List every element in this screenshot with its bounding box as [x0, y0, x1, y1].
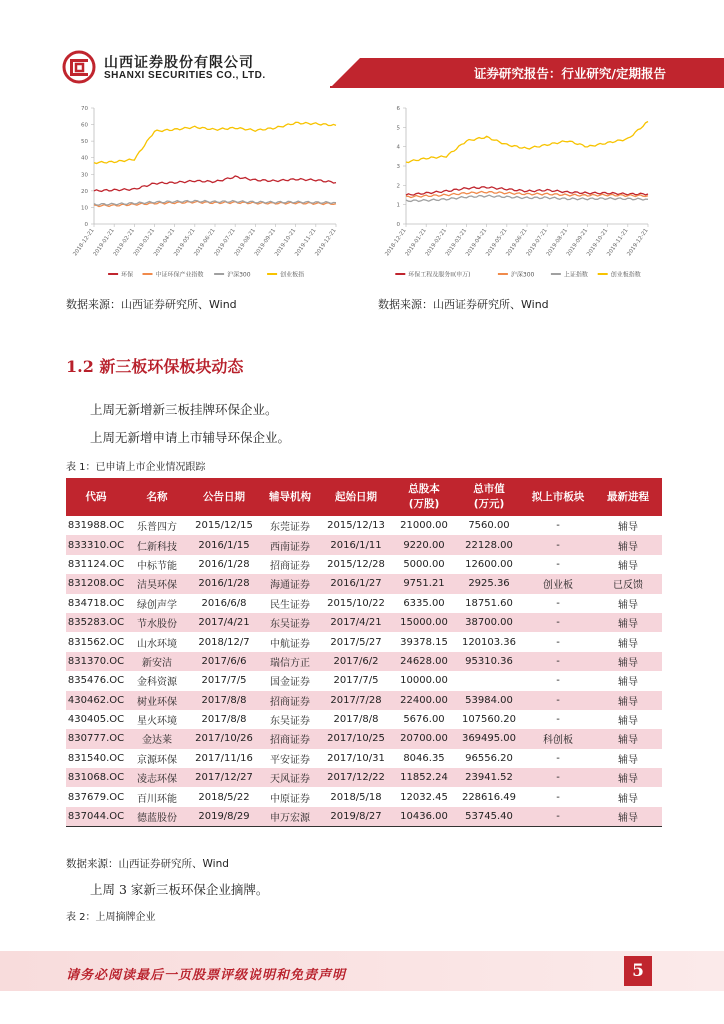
report-title: 证券研究报告：行业研究/定期报告: [473, 66, 666, 81]
x-tick-label: 2019-08-21: [545, 227, 569, 258]
table-cell: 仁新科技: [126, 535, 188, 554]
y-tick-label: 20: [81, 188, 88, 195]
table-cell: 节水股份: [126, 613, 188, 632]
x-tick-label: 2019-12-21: [626, 227, 650, 258]
table-cell: 东莞证券: [260, 516, 320, 535]
legend-label: 创业板指: [280, 271, 305, 279]
table-cell: 430462.OC: [66, 691, 126, 710]
legend-label: 上证指数: [563, 271, 588, 279]
chart-left: [66, 96, 348, 288]
table-cell: 中航证券: [260, 632, 320, 651]
table-cell: 831124.OC: [66, 555, 126, 574]
table-cell: 12600.00: [456, 555, 522, 574]
table-cell: -: [522, 768, 594, 787]
table-cell: 2017/4/21: [188, 613, 260, 632]
y-tick-label: 30: [81, 172, 88, 179]
table-cell: 已反馈: [594, 574, 662, 593]
table-1-source: 数据来源：山西证券研究所、Wind: [66, 858, 229, 870]
table-cell: -: [522, 535, 594, 554]
x-tick-label: 2019-10-21: [586, 227, 610, 258]
x-tick-label: 2019-01-21: [92, 227, 116, 258]
table-1: [66, 478, 662, 827]
table-cell: 2018/12/7: [188, 632, 260, 651]
table-cell: 辅导: [594, 729, 662, 748]
x-tick-label: 2019-06-21: [505, 227, 529, 258]
legend-label: 中证环保产业指数: [155, 271, 204, 279]
table-row: [66, 710, 662, 729]
table-cell: 18751.60: [456, 594, 522, 613]
x-tick-label: 2019-03-21: [132, 227, 157, 258]
table-cell: 2017/6/6: [188, 652, 260, 671]
y-tick-label: 50: [81, 139, 88, 146]
table-cell: 辅导: [594, 807, 662, 827]
table-cell: 民生证券: [260, 594, 320, 613]
table-cell: 科创板: [522, 729, 594, 748]
table-cell: 833310.OC: [66, 535, 126, 554]
x-tick-label: 2019-01-21: [404, 227, 428, 258]
table-1-caption: 表 1：已申请上市企业情况跟踪: [66, 462, 206, 473]
footer-disclaimer: 请务必阅读最后一页股票评级说明和免责声明: [66, 968, 347, 983]
x-tick-label: 2019-08-21: [233, 227, 257, 258]
chart-right-source: 数据来源：山西证券研究所、Wind: [378, 298, 549, 311]
table-cell: 9751.21: [392, 574, 456, 593]
table-cell: -: [522, 516, 594, 535]
table-cell: 2017/12/27: [188, 768, 260, 787]
table-row: [66, 807, 662, 827]
legend-label: 环保: [121, 271, 134, 279]
table-cell: 天风证券: [260, 768, 320, 787]
x-tick-label: 2019-09-21: [565, 227, 590, 258]
table-cell: 招商证券: [260, 555, 320, 574]
table-cell: 创业板: [522, 574, 594, 593]
table-row: [66, 613, 662, 632]
table-cell: 凌志环保: [126, 768, 188, 787]
table-cell: 2017/10/25: [320, 729, 392, 748]
table-cell: 2019/8/27: [320, 807, 392, 827]
table-cell: -: [522, 613, 594, 632]
table-cell: 2015/12/13: [320, 516, 392, 535]
table-cell: 海通证券: [260, 574, 320, 593]
table-cell: 2017/11/16: [188, 749, 260, 768]
table-cell: 830777.OC: [66, 729, 126, 748]
table-cell: 22128.00: [456, 535, 522, 554]
table-cell: 2017/10/31: [320, 749, 392, 768]
table-cell: 2016/1/27: [320, 574, 392, 593]
table-cell: 2017/8/8: [320, 710, 392, 729]
table-cell: [456, 671, 522, 690]
y-tick-label: 0: [396, 222, 400, 228]
table-cell: 辅导: [594, 516, 662, 535]
table-cell: 辅导: [594, 768, 662, 787]
x-tick-label: 2019-10-21: [274, 227, 298, 258]
table-cell: 德蓝股份: [126, 807, 188, 827]
table-cell: 5000.00: [392, 555, 456, 574]
y-tick-label: 3: [396, 164, 400, 170]
table-cell: 15000.00: [392, 613, 456, 632]
table-cell: 2017/8/8: [188, 710, 260, 729]
series-line: [94, 122, 336, 163]
table-cell: 2015/12/15: [188, 516, 260, 535]
section-paragraph-2: 上周无新增申请上市辅导环保企业。: [90, 430, 291, 445]
table-cell: 辅导: [594, 555, 662, 574]
y-tick-label: 60: [81, 122, 88, 129]
legend-label: 沪深300: [510, 271, 535, 279]
table-cell: 辅导: [594, 749, 662, 768]
table-cell: -: [522, 749, 594, 768]
x-tick-label: 2019-02-21: [112, 227, 136, 258]
table-cell: 95310.36: [456, 652, 522, 671]
table-1-body: [66, 516, 662, 827]
table-cell: 2017/7/28: [320, 691, 392, 710]
table-cell: 2017/6/2: [320, 652, 392, 671]
table-row: [66, 516, 662, 535]
table-cell: -: [522, 671, 594, 690]
table-cell: 107560.20: [456, 710, 522, 729]
series-line: [406, 122, 648, 163]
table-cell: 2017/5/27: [320, 632, 392, 651]
table-cell: 837679.OC: [66, 787, 126, 806]
table-cell: 辅导: [594, 652, 662, 671]
x-tick-label: 2019-03-21: [444, 227, 469, 258]
table-cell: 百川环能: [126, 787, 188, 806]
table-cell: 辅导: [594, 632, 662, 651]
table-cell: 乐普四方: [126, 516, 188, 535]
table-cell: 东吴证券: [260, 710, 320, 729]
table-cell: 53984.00: [456, 691, 522, 710]
y-tick-label: 4: [396, 144, 400, 151]
table-cell: 831562.OC: [66, 632, 126, 651]
table-cell: 835283.OC: [66, 613, 126, 632]
table-cell: 2016/1/28: [188, 574, 260, 593]
table-cell: 5676.00: [392, 710, 456, 729]
table-cell: -: [522, 555, 594, 574]
table-cell: 金达莱: [126, 729, 188, 748]
table-cell: 24628.00: [392, 652, 456, 671]
y-tick-label: 40: [81, 155, 88, 162]
y-tick-label: 5: [396, 125, 400, 132]
section-title: 1.2 新三板环保板块动态: [66, 357, 244, 376]
table-cell: 中标节能: [126, 555, 188, 574]
table-cell: -: [522, 632, 594, 651]
table-cell: 228616.49: [456, 787, 522, 806]
series-line: [406, 195, 648, 201]
table-cell: 瑞信方正: [260, 652, 320, 671]
table-cell: -: [522, 652, 594, 671]
table-cell: -: [522, 691, 594, 710]
table-cell: 369495.00: [456, 729, 522, 748]
table-cell: 831208.OC: [66, 574, 126, 593]
chart-right: [378, 96, 660, 288]
x-tick-label: 2019-05-21: [485, 227, 509, 258]
table-1-header-cell: 辅导机构: [260, 478, 320, 516]
table-cell: 山水环境: [126, 632, 188, 651]
table-cell: 招商证券: [260, 729, 320, 748]
series-line: [94, 176, 336, 191]
legend-label: 环保工程及服务II(申万): [408, 271, 471, 279]
x-tick-label: 2019-07-21: [525, 227, 549, 258]
table-cell: 21000.00: [392, 516, 456, 535]
table-cell: 新安洁: [126, 652, 188, 671]
table-1-header-cell: 名称: [126, 478, 188, 516]
x-tick-label: 2018-12-21: [384, 227, 408, 258]
table-row: [66, 555, 662, 574]
table-cell: 国金证券: [260, 671, 320, 690]
table-cell: 430405.OC: [66, 710, 126, 729]
table-1-header-cell: 最新进程: [594, 478, 662, 516]
table-cell: 辅导: [594, 535, 662, 554]
table-cell: 837044.OC: [66, 807, 126, 827]
y-tick-label: 0: [84, 222, 88, 228]
table-cell: 平安证券: [260, 749, 320, 768]
table-cell: 2019/8/29: [188, 807, 260, 827]
table-cell: 辅导: [594, 594, 662, 613]
table-cell: 6335.00: [392, 594, 456, 613]
table-cell: 2017/10/26: [188, 729, 260, 748]
table-2-caption: 表 2：上周摘牌企业: [66, 912, 156, 923]
table-cell: 10000.00: [392, 671, 456, 690]
table-cell: 东吴证券: [260, 613, 320, 632]
table-cell: 2925.36: [456, 574, 522, 593]
table-cell: 2015/10/22: [320, 594, 392, 613]
x-tick-label: 2019-12-21: [314, 227, 338, 258]
table-cell: 120103.36: [456, 632, 522, 651]
chart-left-source: 数据来源：山西证券研究所、Wind: [66, 298, 237, 311]
table-cell: 831068.OC: [66, 768, 126, 787]
table-cell: -: [522, 807, 594, 827]
table-cell: 2017/12/22: [320, 768, 392, 787]
x-tick-label: 2019-11-21: [294, 227, 318, 258]
table-row: [66, 787, 662, 806]
table-cell: 2016/6/8: [188, 594, 260, 613]
x-tick-label: 2019-09-21: [253, 227, 278, 258]
table-cell: 20700.00: [392, 729, 456, 748]
company-logo-icon: [62, 50, 96, 84]
table-cell: 23941.52: [456, 768, 522, 787]
table-row: [66, 729, 662, 748]
y-tick-label: 1: [396, 202, 400, 209]
y-tick-label: 10: [81, 205, 88, 212]
table-cell: 招商证券: [260, 691, 320, 710]
table-cell: 辅导: [594, 691, 662, 710]
table-cell: 39378.15: [392, 632, 456, 651]
table-cell: 辅导: [594, 710, 662, 729]
table-cell: 2015/12/28: [320, 555, 392, 574]
table-cell: 9220.00: [392, 535, 456, 554]
page-header: [0, 0, 724, 96]
table-cell: 金科资源: [126, 671, 188, 690]
table-row: [66, 594, 662, 613]
table-row: [66, 768, 662, 787]
x-tick-label: 2019-06-21: [193, 227, 217, 258]
table-cell: 星火环境: [126, 710, 188, 729]
table-cell: 831540.OC: [66, 749, 126, 768]
table-cell: 辅导: [594, 613, 662, 632]
table-cell: 38700.00: [456, 613, 522, 632]
table-cell: 8046.35: [392, 749, 456, 768]
chart-left-svg: [66, 96, 348, 288]
legend-label: 创业板指数: [610, 271, 641, 279]
table-1-header-cell: 拟上市板块: [522, 478, 594, 516]
table-cell: 831988.OC: [66, 516, 126, 535]
table-row: [66, 632, 662, 651]
table-cell: 京源环保: [126, 749, 188, 768]
table-cell: -: [522, 710, 594, 729]
table-1-header-cell: 公告日期: [188, 478, 260, 516]
y-tick-label: 6: [396, 106, 400, 112]
table-row: [66, 535, 662, 554]
table-cell: 2017/7/5: [188, 671, 260, 690]
x-tick-label: 2018-12-21: [72, 227, 96, 258]
table-cell: 53745.40: [456, 807, 522, 827]
table-cell: 中原证券: [260, 787, 320, 806]
legend-label: 沪深300: [227, 271, 251, 279]
delisting-paragraph: 上周 3 家新三板环保企业摘牌。: [90, 882, 269, 897]
table-cell: 12032.45: [392, 787, 456, 806]
company-name-en: SHANXI SECURITIES CO., LTD.: [104, 70, 266, 81]
table-cell: 辅导: [594, 787, 662, 806]
table-cell: -: [522, 787, 594, 806]
x-tick-label: 2019-11-21: [606, 227, 630, 258]
table-cell: 2017/4/21: [320, 613, 392, 632]
table-cell: 绿创声学: [126, 594, 188, 613]
table-cell: 西南证券: [260, 535, 320, 554]
table-cell: 10436.00: [392, 807, 456, 827]
table-cell: 2016/1/15: [188, 535, 260, 554]
section-paragraph-1: 上周无新增新三板挂牌环保企业。: [90, 402, 278, 417]
table-cell: 22400.00: [392, 691, 456, 710]
table-1-header-cell: 代码: [66, 478, 126, 516]
table-1-header-cell: 总股本 (万股): [392, 478, 456, 516]
x-tick-label: 2019-05-21: [173, 227, 197, 258]
table-cell: -: [522, 594, 594, 613]
x-tick-label: 2019-04-21: [465, 227, 489, 258]
company-name-cn: 山西证券股份有限公司: [104, 55, 254, 71]
page-number: 5: [624, 956, 652, 986]
y-tick-label: 2: [396, 183, 400, 190]
table-cell: 96556.20: [456, 749, 522, 768]
table-1-header-cell: 总市值 (万元): [456, 478, 522, 516]
table-1-header-row: [66, 478, 662, 516]
table-cell: 洁昊环保: [126, 574, 188, 593]
table-row: [66, 691, 662, 710]
table-1-header-cell: 起始日期: [320, 478, 392, 516]
table-cell: 834718.OC: [66, 594, 126, 613]
table-cell: 831370.OC: [66, 652, 126, 671]
table-row: [66, 671, 662, 690]
x-tick-label: 2019-04-21: [153, 227, 177, 258]
chart-right-svg: [378, 96, 660, 288]
table-cell: 835476.OC: [66, 671, 126, 690]
y-tick-label: 70: [81, 106, 88, 112]
table-row: [66, 749, 662, 768]
table-cell: 2016/1/28: [188, 555, 260, 574]
table-cell: 7560.00: [456, 516, 522, 535]
table-cell: 2016/1/11: [320, 535, 392, 554]
table-cell: 申万宏源: [260, 807, 320, 827]
table-cell: 2017/7/5: [320, 671, 392, 690]
x-tick-label: 2019-07-21: [213, 227, 237, 258]
x-tick-label: 2019-02-21: [424, 227, 448, 258]
table-row: [66, 652, 662, 671]
table-cell: 2017/8/8: [188, 691, 260, 710]
table-cell: 辅导: [594, 671, 662, 690]
table-cell: 2018/5/18: [320, 787, 392, 806]
table-cell: 11852.24: [392, 768, 456, 787]
table-cell: 树业环保: [126, 691, 188, 710]
table-cell: 2018/5/22: [188, 787, 260, 806]
table-row: [66, 574, 662, 593]
